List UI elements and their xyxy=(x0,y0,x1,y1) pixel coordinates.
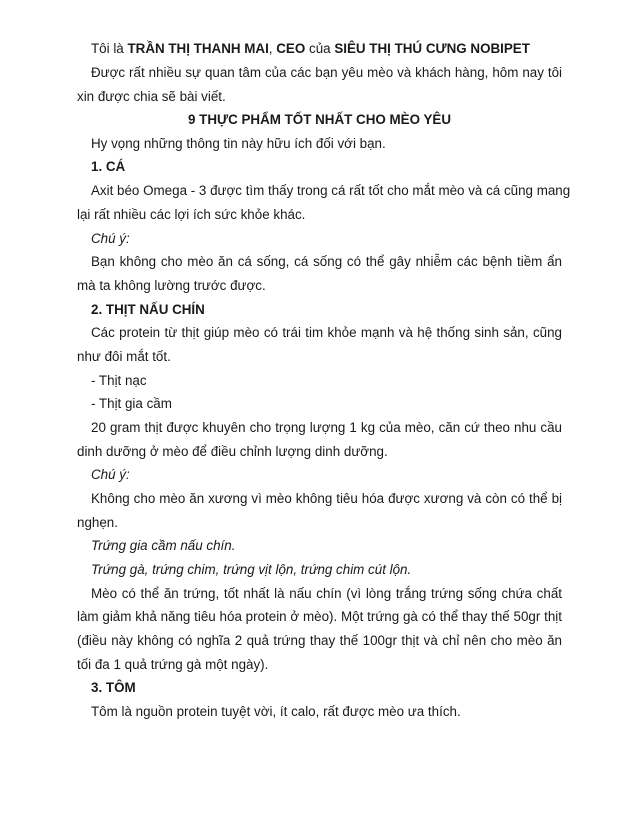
section2-warning-line2: nghẹn. xyxy=(77,515,118,530)
section1-para-line2: lại rất nhiều các lợi ích sức khỏe khác. xyxy=(77,207,306,222)
section1-warning-line2: mà ta không lường trước được. xyxy=(77,278,266,293)
section2-egg-line3: (điều này không có nghĩa 2 quả trứng thay thế 100gr thịt và chỉ nên cho mèo ăn xyxy=(77,633,562,648)
section2-heading-text: 2. THỊT NẤU CHÍN xyxy=(91,302,205,317)
intro-line xyxy=(91,40,530,58)
section2-para-line1: Các protein từ thịt giúp mèo có trái tim khỏe mạnh và hệ thống sinh sản, cũng xyxy=(91,325,562,340)
section2-egg-types-text: Trứng gà, trứng chim, trứng vịt lộn, trứng chim cút lộn. xyxy=(91,562,412,577)
section1-warning-line1: Bạn không cho mèo ăn cá sống, cá sống có thể gây nhiễm các bệnh tiềm ẩn xyxy=(91,254,562,269)
section1-heading xyxy=(91,158,125,176)
section2-para-line2: như đôi mắt tốt. xyxy=(77,349,171,364)
section3-para-line1: Tôm là nguồn protein tuyệt vời, ít calo, rất được mèo ưa thích. xyxy=(91,704,461,719)
section1-para-line1: Axit béo Omega - 3 được tìm thấy trong cá rất tốt cho mắt mèo và cá cũng mang xyxy=(91,183,571,198)
section3-heading xyxy=(91,679,136,697)
section2-egg-line2: làm giảm khả năng tiêu hóa protein ở mèo). Một trứng gà có thể thay thế 50gr thịt xyxy=(77,609,562,624)
para1-line1: Được rất nhiều sự quan tâm của các bạn yêu mèo và khách hàng, hôm nay tôi xyxy=(91,65,562,80)
author-role: CEO xyxy=(276,41,306,56)
author-name: TRẦN THỊ THANH MAI xyxy=(127,41,269,56)
section2-warning-line1: Không cho mèo ăn xương vì mèo không tiêu hóa được xương và còn có thể bị xyxy=(91,491,562,506)
intro-of: của xyxy=(305,41,335,56)
section2-bullet-lean-meat: - Thịt nạc xyxy=(91,373,147,388)
section1-note xyxy=(91,230,130,248)
para1-line2: xin được chia sẽ bài viết. xyxy=(77,89,226,104)
section2-egg-types xyxy=(91,561,411,579)
section2-dose-line1: 20 gram thịt được khuyên cho trọng lượng 1 kg của mèo, căn cứ theo nhu cầu xyxy=(91,420,562,435)
intro-prefix: Tôi là xyxy=(91,41,128,56)
intro-sep: , xyxy=(268,41,277,56)
company-name: SIÊU THỊ THÚ CƯNG NOBIPET xyxy=(334,41,530,56)
section1-note-text: Chú ý: xyxy=(91,231,130,246)
section2-egg-line4: tối đa 1 quả trứng gà một ngày). xyxy=(77,657,269,672)
hope-line: Hy vọng những thông tin này hữu ích đối với bạn. xyxy=(91,136,386,151)
section3-heading-text: 3. TÔM xyxy=(91,680,136,695)
section2-note xyxy=(91,466,130,484)
section2-egg-title-text: Trứng gia cầm nấu chín. xyxy=(91,538,236,553)
section2-dose-line2: dinh dưỡng ở mèo để điều chỉnh lượng dinh dưỡng. xyxy=(77,444,388,459)
section2-egg-title xyxy=(91,537,235,555)
section1-heading-text: 1. CÁ xyxy=(91,159,126,174)
article-title xyxy=(77,111,562,129)
section2-heading xyxy=(91,301,205,319)
section2-bullet-poultry: - Thịt gia cầm xyxy=(91,396,172,411)
section2-note-text: Chú ý: xyxy=(91,467,130,482)
section2-egg-line1: Mèo có thể ăn trứng, tốt nhất là nấu chín (vì lòng trắng trứng sống chứa chất xyxy=(91,586,562,601)
article-title-text: 9 THỰC PHẨM TỐT NHẤT CHO MÈO YÊU xyxy=(187,112,452,127)
